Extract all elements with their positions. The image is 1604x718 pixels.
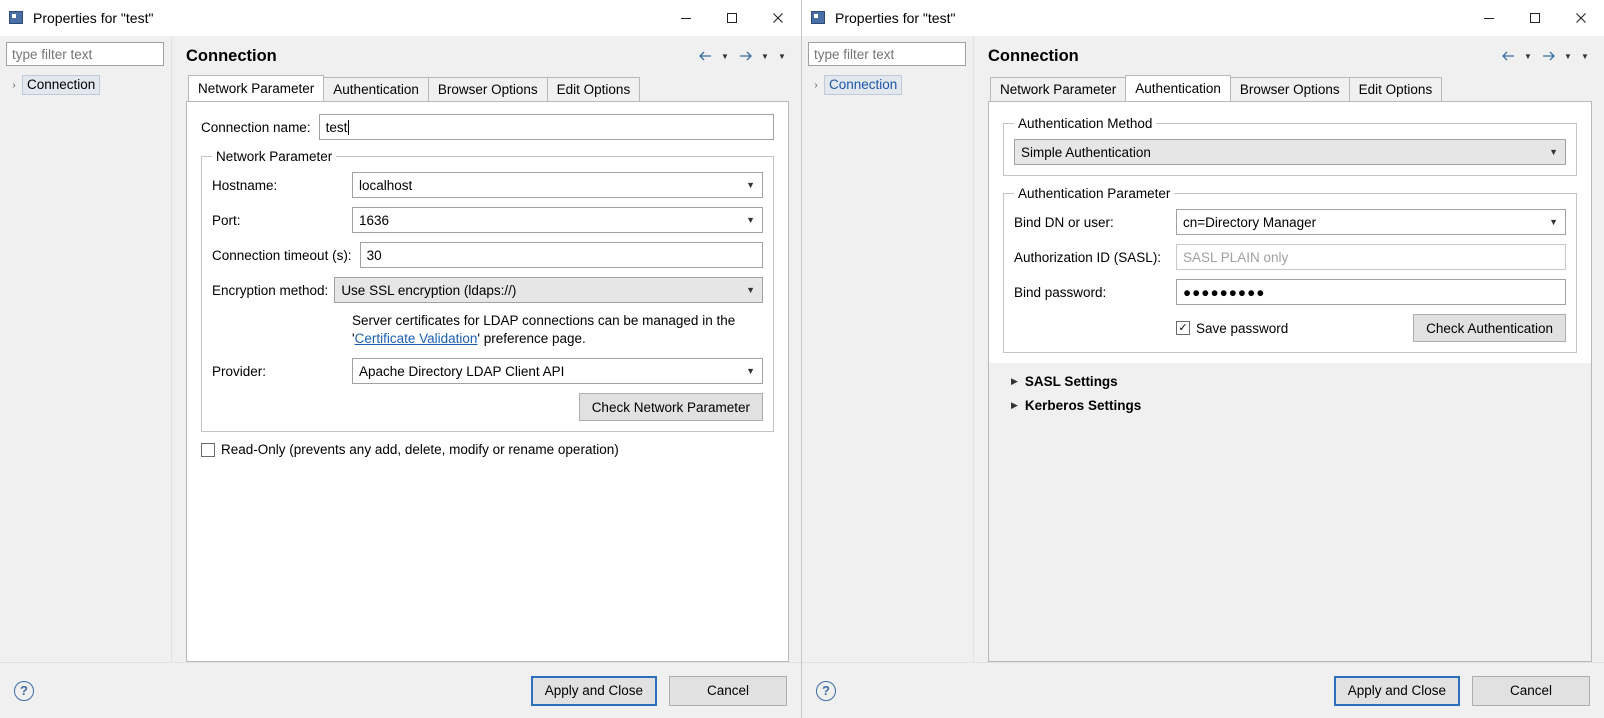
chevron-down-icon: ▼ <box>746 285 755 295</box>
hostname-value: localhost <box>359 177 413 193</box>
forward-arrow-icon[interactable] <box>1538 46 1558 66</box>
chevron-down-icon: ▼ <box>746 180 755 190</box>
authentication-method-group-label: Authentication Method <box>1018 116 1153 131</box>
certificate-hint <box>352 312 763 348</box>
cancel-button[interactable]: Cancel <box>1472 676 1590 706</box>
window-body-left <box>0 36 801 662</box>
back-arrow-icon[interactable] <box>1498 46 1518 66</box>
navigation-pane-left <box>0 36 172 662</box>
tab-network-parameter[interactable]: Network Parameter <box>188 75 324 101</box>
apply-and-close-button[interactable]: Apply and Close <box>1334 676 1460 706</box>
properties-window-icon <box>9 10 25 26</box>
network-parameter-group <box>201 149 774 432</box>
bind-dn-combo[interactable] <box>1176 209 1566 235</box>
authorization-id-placeholder: SASL PLAIN only <box>1183 249 1289 265</box>
port-value: 1636 <box>359 212 390 228</box>
chevron-right-icon[interactable]: › <box>814 79 818 91</box>
encryption-value: Use SSL encryption (ldaps://) <box>341 282 517 298</box>
chevron-down-icon: ▼ <box>1549 217 1558 227</box>
tree-item-connection[interactable] <box>808 74 966 96</box>
filter-input[interactable] <box>808 42 966 66</box>
settings-tree-right <box>808 74 966 96</box>
forward-arrow-icon[interactable] <box>735 46 755 66</box>
authorization-id-label: Authorization ID (SASL): <box>1014 249 1162 265</box>
tree-item-label: Connection <box>824 75 902 95</box>
page-title: Connection <box>988 46 1079 65</box>
tabpanel-authentication <box>988 102 1592 662</box>
tab-authentication[interactable]: Authentication <box>1125 75 1231 101</box>
close-icon[interactable] <box>755 0 801 36</box>
window-title: Properties for "test" <box>835 10 956 26</box>
port-label: Port: <box>212 212 241 228</box>
port-row <box>212 207 763 233</box>
help-icon[interactable]: ? <box>14 681 34 701</box>
connection-name-label: Connection name: <box>201 119 311 135</box>
read-only-checkbox[interactable] <box>201 442 619 457</box>
port-combo[interactable] <box>352 207 763 233</box>
checkbox-box: ✓ <box>1176 321 1190 335</box>
tree-item-label: Connection <box>22 75 100 95</box>
content-header-left <box>186 46 789 66</box>
bind-password-value: ●●●●●●●●● <box>1183 284 1266 300</box>
back-arrow-icon[interactable] <box>695 46 715 66</box>
tab-edit-options[interactable]: Edit Options <box>1349 77 1443 101</box>
bind-dn-value: cn=Directory Manager <box>1183 214 1317 230</box>
certificate-hint-line2: ' preference page. <box>477 331 586 347</box>
chevron-right-icon: ▶ <box>1011 399 1018 410</box>
apply-and-close-button[interactable]: Apply and Close <box>531 676 657 706</box>
bind-dn-row <box>1014 209 1566 235</box>
tab-network-parameter[interactable]: Network Parameter <box>990 77 1126 101</box>
bind-password-row <box>1014 279 1566 305</box>
read-only-label: Read-Only (prevents any add, delete, modify or rename operation) <box>221 442 619 458</box>
save-password-label: Save password <box>1196 320 1289 336</box>
help-icon[interactable]: ? <box>816 681 836 701</box>
certificate-hint-quote-open: ' <box>352 331 355 347</box>
provider-combo[interactable] <box>352 358 763 384</box>
content-header-right <box>988 46 1592 66</box>
sasl-settings-label: SASL Settings <box>1024 373 1118 389</box>
provider-value: Apache Directory LDAP Client API <box>359 363 565 379</box>
cancel-button[interactable]: Cancel <box>669 676 787 706</box>
chevron-right-icon: ▶ <box>1011 375 1018 386</box>
kerberos-settings-label: Kerberos Settings <box>1024 397 1142 413</box>
properties-window-icon <box>811 10 827 26</box>
menu-dropdown-icon[interactable]: ▼ <box>1581 51 1589 61</box>
connection-name-row <box>201 114 774 140</box>
forward-dropdown-icon[interactable]: ▼ <box>761 51 769 61</box>
titlebar-right[interactable] <box>802 0 1604 36</box>
kerberos-settings-expander[interactable] <box>1003 393 1577 417</box>
authentication-method-group <box>1003 116 1577 176</box>
hostname-row <box>212 172 763 198</box>
footer-buttons-right <box>1334 676 1590 706</box>
footer-buttons-left <box>531 676 787 706</box>
bind-password-input[interactable] <box>1176 279 1566 305</box>
menu-dropdown-icon[interactable]: ▼ <box>778 51 786 61</box>
connection-name-input[interactable] <box>319 114 774 140</box>
authorization-id-input[interactable] <box>1176 244 1566 270</box>
tabbar-right <box>988 76 1592 102</box>
footer-right <box>802 662 1604 718</box>
window-controls <box>663 0 801 36</box>
maximize-icon[interactable] <box>709 0 755 36</box>
checkbox-box <box>201 443 215 457</box>
back-dropdown-icon[interactable]: ▼ <box>1524 51 1532 61</box>
tab-browser-options[interactable]: Browser Options <box>428 77 548 101</box>
maximize-icon[interactable] <box>1512 0 1558 36</box>
timeout-row <box>212 242 763 268</box>
titlebar-left[interactable] <box>0 0 801 36</box>
check-network-parameter-button[interactable]: Check Network Parameter <box>579 393 763 421</box>
content-pane-right <box>974 36 1604 662</box>
tabbar-left <box>186 76 789 102</box>
encryption-combo[interactable] <box>334 277 763 303</box>
authorization-id-row <box>1014 244 1566 270</box>
window-title: Properties for "test" <box>33 10 154 26</box>
forward-dropdown-icon[interactable]: ▼ <box>1564 51 1572 61</box>
window-controls <box>1466 0 1604 36</box>
minimize-icon[interactable] <box>1466 0 1512 36</box>
navigation-pane-right <box>802 36 974 662</box>
sasl-settings-expander[interactable] <box>1003 369 1577 393</box>
filter-input[interactable] <box>6 42 164 66</box>
tab-browser-options[interactable]: Browser Options <box>1230 77 1350 101</box>
certificate-validation-link[interactable]: Certificate Validation <box>354 331 478 347</box>
chevron-down-icon: ▼ <box>1549 147 1558 157</box>
content-pane-left <box>172 36 801 662</box>
timeout-value: 30 <box>366 247 382 263</box>
bind-password-label: Bind password: <box>1014 284 1107 300</box>
tabpanel-network-parameter <box>186 102 789 662</box>
footer-left <box>0 662 801 718</box>
properties-window-right <box>802 0 1604 718</box>
provider-row <box>212 358 763 384</box>
timeout-input[interactable] <box>360 242 763 268</box>
authentication-parameter-group <box>1003 186 1577 353</box>
check-network-row <box>212 393 763 421</box>
certificate-hint-line1: Server certificates for LDAP connections can be managed in the <box>352 313 736 328</box>
history-nav-right <box>1498 46 1592 66</box>
history-nav-left <box>695 46 789 66</box>
window-body-right <box>802 36 1604 662</box>
connection-name-value: test <box>325 119 348 135</box>
authentication-parameter-group-label: Authentication Parameter <box>1018 186 1171 201</box>
encryption-label: Encryption method: <box>212 282 329 298</box>
check-authentication-button[interactable]: Check Authentication <box>1413 314 1566 342</box>
chevron-down-icon: ▼ <box>746 215 755 225</box>
authentication-method-value: Simple Authentication <box>1021 144 1151 160</box>
chevron-down-icon: ▼ <box>746 366 755 377</box>
tree-item-connection[interactable] <box>6 74 164 96</box>
timeout-label: Connection timeout (s): <box>212 247 352 263</box>
settings-tree-left <box>6 74 164 96</box>
back-dropdown-icon[interactable]: ▼ <box>721 51 729 61</box>
minimize-icon[interactable] <box>663 0 709 36</box>
tab-authentication[interactable]: Authentication <box>323 77 429 101</box>
encryption-row <box>212 277 763 303</box>
hostname-label: Hostname: <box>212 177 278 193</box>
tab-edit-options[interactable]: Edit Options <box>547 77 641 101</box>
bind-dn-label: Bind DN or user: <box>1014 214 1114 230</box>
save-password-row <box>1014 314 1566 342</box>
expanders-area <box>989 363 1591 662</box>
save-password-checkbox[interactable] <box>1176 321 1288 336</box>
page-title: Connection <box>186 46 277 65</box>
close-icon[interactable] <box>1558 0 1604 36</box>
hostname-combo[interactable] <box>352 172 763 198</box>
authentication-method-combo[interactable] <box>1014 139 1566 165</box>
chevron-right-icon[interactable]: › <box>12 79 16 91</box>
network-parameter-group-label: Network Parameter <box>216 149 333 164</box>
provider-label: Provider: <box>212 363 267 379</box>
